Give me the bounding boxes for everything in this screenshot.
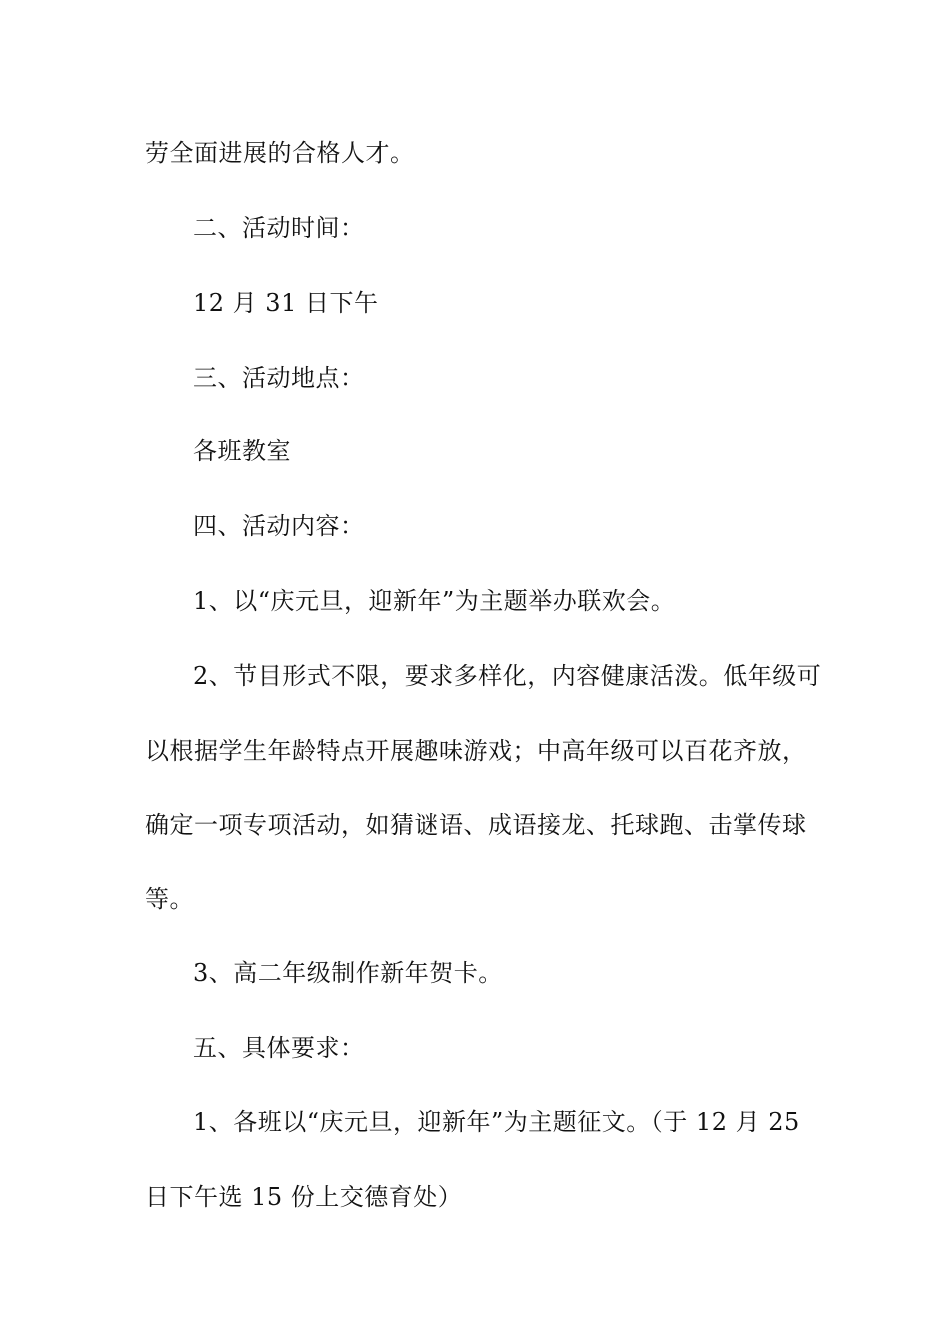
paragraph-line: 等。 [145,885,194,913]
paragraph-line: 日下午选 15 份上交德育处） [145,1183,463,1211]
section-heading-time: 二、活动时间： [193,214,365,242]
section-heading-location: 三、活动地点： [193,364,365,392]
paragraph-line: 确定一项专项活动，如猜谜语、成语接龙、托球跑、击掌传球 [145,811,807,839]
paragraph-line: 1、各班以“庆元旦，迎新年”为主题征文。（于 12 月 25 [193,1108,800,1136]
section-heading-requirements: 五、具体要求： [193,1034,365,1062]
section-heading-content: 四、活动内容： [193,512,365,540]
paragraph-line: 以根据学生年龄特点开展趣味游戏；中高年级可以百花齐放， [145,737,807,765]
paragraph-line: 12 月 31 日下午 [193,289,379,317]
paragraph-line: 1、以“庆元旦，迎新年”为主题举办联欢会。 [193,587,676,615]
paragraph-line: 2、节目形式不限，要求多样化，内容健康活泼。低年级可 [193,662,822,690]
paragraph-line: 3、高二年级制作新年贺卡。 [193,959,503,987]
paragraph-line: 劳全面进展的合格人才。 [145,139,415,167]
paragraph-line: 各班教室 [193,437,291,465]
